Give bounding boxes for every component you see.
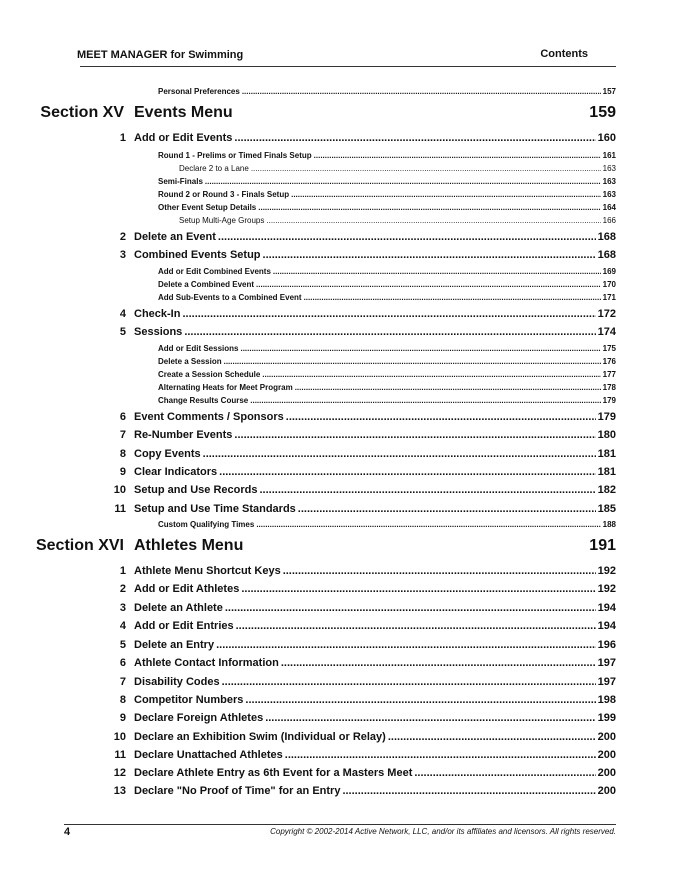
- entry-title: Delete an Event: [134, 231, 216, 243]
- entry-title: Check-In: [134, 308, 181, 320]
- entry-number: 10: [113, 484, 126, 496]
- entry-title: Other Event Setup Details: [158, 203, 257, 212]
- entry-page-number: 164: [602, 203, 616, 212]
- dot-leader: [234, 132, 595, 144]
- entry-title: Competitor Numbers: [134, 694, 244, 706]
- entry-line: [158, 370, 616, 379]
- dot-leader: [251, 164, 601, 173]
- section-label: Section XV: [40, 104, 124, 121]
- entry-line: [134, 767, 616, 779]
- section-label: Section XVI: [35, 537, 124, 554]
- entry-line: [158, 151, 616, 160]
- entry-line: [134, 308, 616, 320]
- entry-number: 2: [119, 583, 126, 595]
- entry-line: [134, 583, 616, 595]
- entry-page-number: 170: [602, 280, 616, 289]
- dot-leader: [245, 694, 595, 706]
- dot-leader: [281, 657, 596, 669]
- entry-page-number: 175: [602, 344, 616, 353]
- entry-page-number: 179: [602, 396, 616, 405]
- entry-line: [134, 503, 616, 515]
- dot-leader: [225, 602, 596, 614]
- entry-line: [134, 620, 616, 632]
- dot-leader: [205, 177, 601, 186]
- entry-page-number: 168: [597, 231, 616, 243]
- dot-leader: [250, 396, 600, 405]
- dot-leader: [266, 216, 600, 225]
- entry-line: [134, 694, 616, 706]
- entry-line: [158, 293, 616, 302]
- entry-page-number: 168: [597, 249, 616, 261]
- entry-number: 9: [119, 712, 126, 724]
- dot-leader: [258, 203, 600, 212]
- entry-page-number: 161: [602, 151, 616, 160]
- entry-title: Setup and Use Time Standards: [134, 503, 296, 515]
- dot-leader: [203, 448, 596, 460]
- entry-line: [158, 203, 616, 212]
- entry-title: Add or Edit Sessions: [158, 344, 239, 353]
- page-footer: [64, 824, 616, 838]
- entry-page-number: 157: [602, 87, 616, 96]
- dot-leader: [273, 267, 601, 276]
- dot-leader: [256, 520, 600, 529]
- entry-number: 1: [119, 565, 126, 577]
- dot-leader: [291, 190, 601, 199]
- entry-line: [158, 190, 616, 199]
- entry-line: [134, 639, 616, 651]
- entry-page-number: 200: [597, 749, 616, 761]
- entry-title: Add or Edit Entries: [134, 620, 234, 632]
- entry-line: [134, 429, 616, 441]
- entry-line: [134, 676, 616, 688]
- entry-page-number: 169: [602, 267, 616, 276]
- dot-leader: [234, 429, 595, 441]
- entry-page-number: 166: [602, 216, 616, 225]
- entry-line: [158, 383, 616, 392]
- entry-title: Delete an Athlete: [134, 602, 223, 614]
- section-page-number: 159: [589, 104, 616, 121]
- entry-page-number: 182: [597, 484, 616, 496]
- entry-title: Semi-Finals: [158, 177, 203, 186]
- entry-number: 3: [119, 602, 126, 614]
- entry-line: [158, 267, 616, 276]
- entry-page-number: 192: [597, 565, 616, 577]
- dot-leader: [241, 583, 595, 595]
- entry-title: Event Comments / Sponsors: [134, 411, 284, 423]
- entry-line: [134, 132, 616, 144]
- entry-page-number: 194: [597, 620, 616, 632]
- entry-line: [134, 466, 616, 478]
- entry-page-number: 163: [602, 190, 616, 199]
- entry-number: 4: [119, 308, 126, 320]
- dot-leader: [222, 676, 596, 688]
- entry-title: Declare an Exhibition Swim (Individual or Relay): [134, 731, 386, 743]
- entry-page-number: 160: [597, 132, 616, 144]
- entry-page-number: 198: [597, 694, 616, 706]
- entry-title: Add or Edit Athletes: [134, 583, 240, 595]
- entry-number: 7: [119, 676, 126, 688]
- entry-line: [158, 177, 616, 186]
- dot-leader: [242, 87, 601, 96]
- dot-leader: [262, 370, 600, 379]
- entry-title: Create a Session Schedule: [158, 370, 261, 379]
- entry-number: 11: [114, 503, 126, 515]
- section-page-number: 191: [589, 537, 616, 554]
- entry-line: [179, 216, 616, 225]
- entry-number: 8: [119, 694, 126, 706]
- entry-line: [158, 520, 616, 529]
- entry-line: [134, 657, 616, 669]
- entry-number: 11: [114, 749, 126, 761]
- entry-title: Declare Unattached Athletes: [134, 749, 283, 761]
- dot-leader: [286, 411, 596, 423]
- entry-title: Delete an Entry: [134, 639, 215, 651]
- entry-title: Declare Athlete Entry as 6th Event for a Masters Meet: [134, 767, 413, 779]
- entry-line: [134, 231, 616, 243]
- entry-line: [158, 396, 616, 405]
- entry-number: 13: [113, 785, 126, 797]
- dot-leader: [256, 280, 601, 289]
- dot-leader: [314, 151, 601, 160]
- entry-page-number: 197: [597, 676, 616, 688]
- dot-leader: [218, 231, 596, 243]
- entry-number: 1: [119, 132, 126, 144]
- entry-title: Athlete Contact Information: [134, 657, 279, 669]
- entry-title: Add or Edit Events: [134, 132, 233, 144]
- entry-number: 7: [119, 429, 126, 441]
- page-header: [77, 46, 616, 67]
- entry-line: [134, 565, 616, 577]
- dot-leader: [298, 503, 596, 515]
- entry-page-number: 194: [597, 602, 616, 614]
- entry-page-number: 163: [602, 164, 616, 173]
- entry-line: [134, 448, 616, 460]
- dot-leader: [224, 357, 601, 366]
- entry-line: [179, 164, 616, 173]
- entry-page-number: 177: [602, 370, 616, 379]
- entry-title: Alternating Heats for Meet Program: [158, 383, 293, 392]
- entry-title: Re-Number Events: [134, 429, 233, 441]
- entry-number: 6: [119, 657, 126, 669]
- dot-leader: [216, 639, 596, 651]
- entry-number: 12: [113, 767, 126, 779]
- entry-page-number: 181: [597, 448, 616, 460]
- dot-leader: [240, 344, 600, 353]
- entry-title: Personal Preferences: [158, 87, 240, 96]
- dot-leader: [259, 484, 595, 496]
- entry-title: Athlete Menu Shortcut Keys: [134, 565, 281, 577]
- document-title: MEET MANAGER for Swimming: [77, 49, 244, 61]
- entry-page-number: 176: [602, 357, 616, 366]
- entry-title: Declare 2 to a Lane: [179, 164, 249, 173]
- entry-line: [134, 731, 616, 743]
- entry-page-number: 171: [602, 293, 616, 302]
- entry-number: 10: [113, 731, 126, 743]
- entry-title: Declare Foreign Athletes: [134, 712, 264, 724]
- dot-leader: [342, 785, 595, 797]
- entry-title: Setup and Use Records: [134, 484, 258, 496]
- entry-title: Change Results Course: [158, 396, 249, 405]
- dot-leader: [265, 712, 595, 724]
- section-title: Events Menu: [134, 104, 233, 121]
- entry-page-number: 196: [597, 639, 616, 651]
- entry-page-number: 178: [602, 383, 616, 392]
- dot-leader: [182, 308, 595, 320]
- entry-line: [134, 326, 616, 338]
- dot-leader: [263, 249, 596, 261]
- entry-number: 6: [119, 411, 126, 423]
- entry-title: Add or Edit Combined Events: [158, 267, 271, 276]
- entry-line: [158, 344, 616, 353]
- entry-title: Delete a Session: [158, 357, 222, 366]
- dot-leader: [414, 767, 595, 779]
- entry-page-number: 197: [597, 657, 616, 669]
- entry-page-number: 200: [597, 785, 616, 797]
- entry-title: Round 2 or Round 3 - Finals Setup: [158, 190, 290, 199]
- dot-leader: [236, 620, 596, 632]
- copyright-notice: Copyright © 2002-2014 Active Network, LLC, and/or its affiliates and licensors. All rights reserved.: [270, 827, 616, 836]
- entry-line: [134, 749, 616, 761]
- entry-title: Round 1 - Prelims or Timed Finals Setup: [158, 151, 312, 160]
- dot-leader: [283, 565, 596, 577]
- entry-line: [134, 785, 616, 797]
- entry-page-number: 179: [597, 411, 616, 423]
- entry-title: Delete a Combined Event: [158, 280, 255, 289]
- entry-line: [158, 87, 616, 96]
- dot-leader: [219, 466, 596, 478]
- entry-page-number: 163: [602, 177, 616, 186]
- dot-leader: [388, 731, 596, 743]
- entry-number: 9: [119, 466, 126, 478]
- entry-page-number: 172: [597, 308, 616, 320]
- entry-title: Setup Multi-Age Groups: [179, 216, 265, 225]
- entry-title: Sessions: [134, 326, 183, 338]
- dot-leader: [184, 326, 595, 338]
- entry-line: [134, 602, 616, 614]
- entry-page-number: 180: [597, 429, 616, 441]
- entry-page-number: 174: [597, 326, 616, 338]
- entry-line: [134, 411, 616, 423]
- entry-page-number: 200: [597, 731, 616, 743]
- entry-line: [134, 484, 616, 496]
- entry-number: 5: [119, 326, 126, 338]
- entry-title: Add Sub-Events to a Combined Event: [158, 293, 302, 302]
- entry-page-number: 199: [597, 712, 616, 724]
- header-section-label: Contents: [540, 48, 588, 60]
- dot-leader: [285, 749, 596, 761]
- entry-number: 4: [119, 620, 126, 632]
- entry-line: [134, 712, 616, 724]
- entry-page-number: 181: [597, 466, 616, 478]
- entry-title: Copy Events: [134, 448, 201, 460]
- entry-page-number: 188: [602, 520, 616, 529]
- dot-leader: [295, 383, 601, 392]
- entry-title: Custom Qualifying Times: [158, 520, 255, 529]
- entry-page-number: 200: [597, 767, 616, 779]
- entry-line: [158, 357, 616, 366]
- entry-number: 3: [119, 249, 126, 261]
- entry-line: [134, 249, 616, 261]
- dot-leader: [304, 293, 601, 302]
- entry-number: 2: [119, 231, 126, 243]
- entry-page-number: 192: [597, 583, 616, 595]
- entry-title: Declare "No Proof of Time" for an Entry: [134, 785, 341, 797]
- entry-title: Clear Indicators: [134, 466, 218, 478]
- entry-title: Disability Codes: [134, 676, 220, 688]
- entry-number: 8: [119, 448, 126, 460]
- section-title: Athletes Menu: [134, 537, 244, 554]
- entry-title: Combined Events Setup: [134, 249, 261, 261]
- entry-line: [158, 280, 616, 289]
- entry-page-number: 185: [597, 503, 616, 515]
- entry-number: 5: [119, 639, 126, 651]
- page-number: 4: [64, 826, 71, 838]
